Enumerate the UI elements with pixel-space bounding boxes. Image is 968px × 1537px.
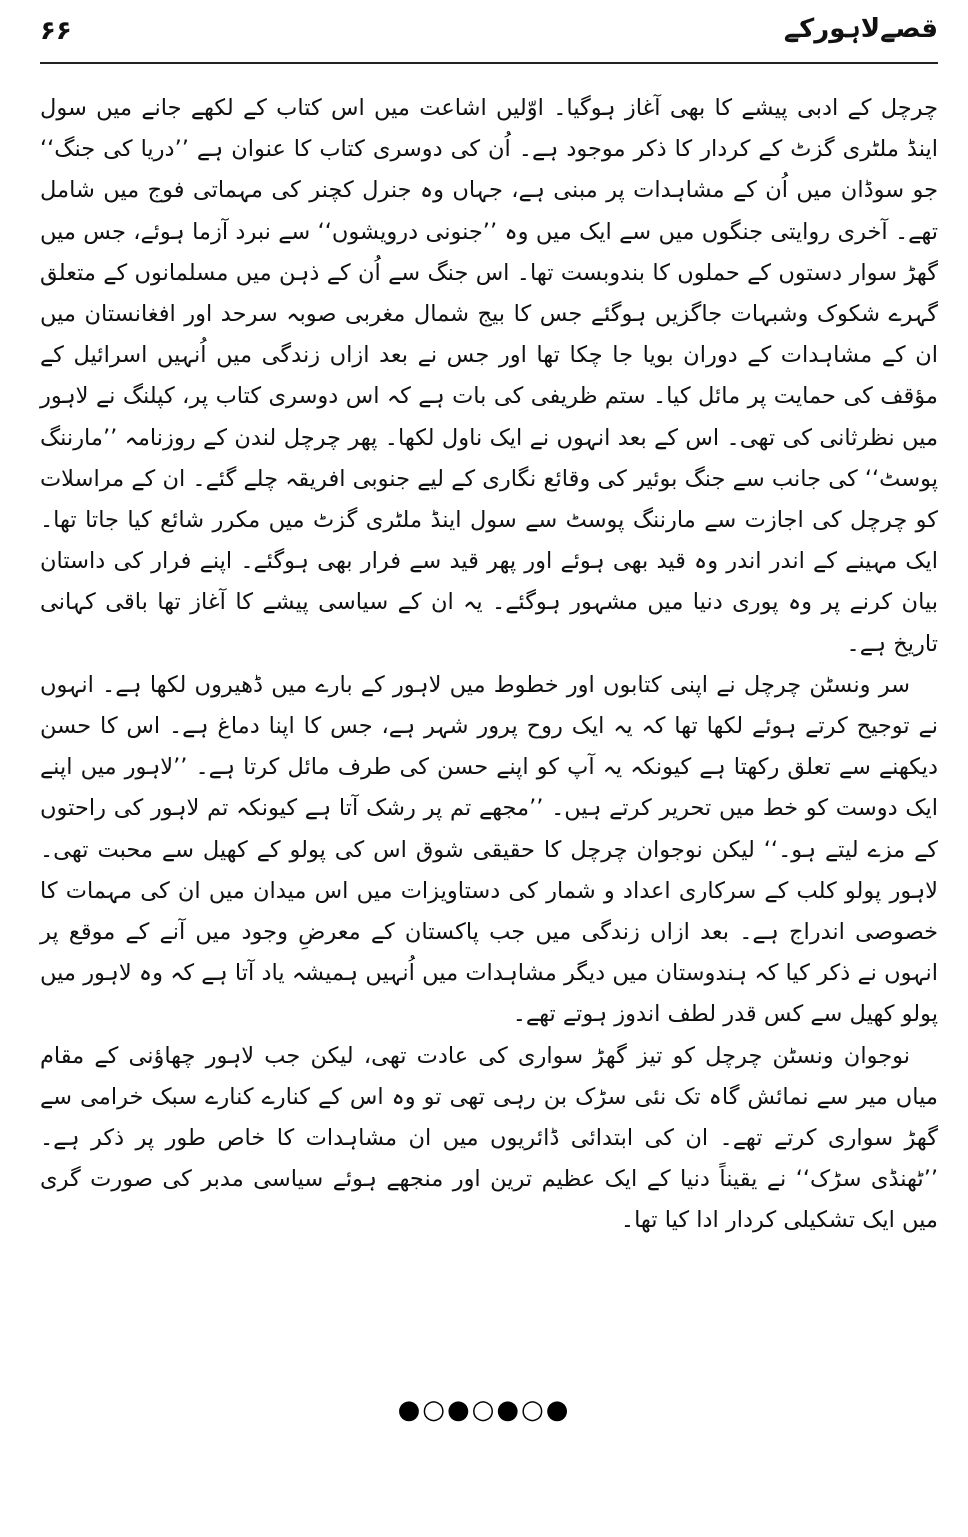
header-divider [40, 62, 938, 64]
page-number: ۶۶ [40, 16, 72, 46]
paragraph-1: چرچل کے ادبی پیشے کا بھی آغاز ہوگیا۔ اوّلیں اشاعت میں اس کتاب کے لکھے جانے میں سول اینڈ ملٹری گزٹ کے کردار کا ذکر موجود ہے۔ اُن کی دوسری کتاب کا عنوان ہے ’’دریا کی جنگ‘‘ جو سوڈان میں اُن کے مشاہدات پر مبنی ہے، جہاں وہ جنرل کچنر کی مہماتی فوج میں شامل تھے۔ آخری روایتی جنگوں میں سے ایک میں وہ ’’جنونی درویشوں‘‘ سے نبرد آزما ہوئے، جس میں گھڑ سوار دستوں کے حملوں کا بندوبست تھا۔ اس جنگ سے اُن کے ذہن میں مسلمانوں کے متعلق گہرے شکوک وشبہات جاگزیں ہوگئے جس کا بیج شمال مغربی صوبہ سرحد اور افغانستان میں ان کے مشاہدات کے دوران بویا جا چکا تھا اور جس نے بعد ازاں زندگی میں اُنہیں اسرائیل کے مؤقف کی حمایت پر مائل کیا۔ ستم ظریفی کی بات ہے کہ اس دوسری کتاب پر، کپلنگ نے لاہور میں نظرثانی کی تھی۔ اس کے بعد انہوں نے ایک ناول لکھا۔ پھر چرچل لندن کے روزنامہ ’’مارننگ پوسٹ‘‘ کی جانب سے جنگ بوئیر کی وقائع نگاری کے لیے جنوبی افریقہ چلے گئے۔ ان کے مراسلات کو چرچل کی اجازت سے مارننگ پوسٹ سے سول اینڈ ملٹری گزٹ میں مکرر شائع کیا جاتا تھا۔ ایک مہینے کے اندر اندر وہ قید بھی ہوئے اور پھر قید سے فرار بھی ہوگئے۔ اپنے فرار کی داستان بیان کرنے پر وہ پوری دنیا میں مشہور ہوگئے۔ یہ ان کے سیاسی پیشے کا آغاز تھا باقی کہانی تاریخ ہے۔ [40, 95, 938, 657]
section-end-ornament: ●○●○●○● [397, 1395, 571, 1425]
page-header [40, 12, 938, 62]
running-title: قصےلاہورکے [783, 14, 938, 44]
paragraph-2: سر ونسٹن چرچل نے اپنی کتابوں اور خطوط میں لاہور کے بارے میں ڈھیروں لکھا ہے۔ انہوں نے توجیح کرتے ہوئے لکھا تھا کہ یہ ایک روح پرور شہر ہے، جس کا اپنا دماغ ہے۔ اس کا حسن دیکھنے سے تعلق رکھتا ہے کیونکہ یہ آپ کو اپنے حسن کی طرف مائل کرتا ہے۔ ’’لاہور میں اپنے ایک دوست کو خط میں تحریر کرتے ہیں۔ ’’مجھے تم پر رشک آتا ہے کیونکہ تم لاہور کی راحتوں کے مزے لیتے ہو۔‘‘ لیکن نوجوان چرچل کا حقیقی شوق اس کی پولو کے کھیل سے محبت تھی۔ لاہور پولو کلب کے سرکاری اعداد و شمار کی دستاویزات میں اس میدان میں ان کی مہمات کا خصوصی اندراج ہے۔ بعد ازاں زندگی میں جب پاکستان کے معرضِ وجود میں آنے کے موقع پر انہوں نے ذکر کیا کہ ہندوستان میں دیگر مشاہدات میں اُنہیں ہمیشہ یاد آتا ہے کہ وہ لاہور میں پولو کھیل سے کس قدر لطف اندوز ہوتے تھے۔ [40, 671, 938, 1028]
paragraph-3: نوجوان ونسٹن چرچل کو تیز گھڑ سواری کی عادت تھی، لیکن جب لاہور چھاؤنی کے مقام میاں میر سے نمائش گاہ تک نئی سڑک بن رہی تھی تو وہ اس کے کنارے کنارے سبک خرامی سے گھڑ سواری کرتے تھے۔ ان کی ابتدائی ڈائریوں میں ان مشاہدات کا خاص طور پر ذکر ہے۔ ’’ٹھنڈی سڑک‘‘ نے یقیناً دنیا کے ایک عظیم ترین اور منجھے ہوئے سیاسی مدبر کی صورت گری میں ایک تشکیلی کردار ادا کیا تھا۔ [40, 1042, 938, 1234]
body-text [40, 88, 938, 1242]
